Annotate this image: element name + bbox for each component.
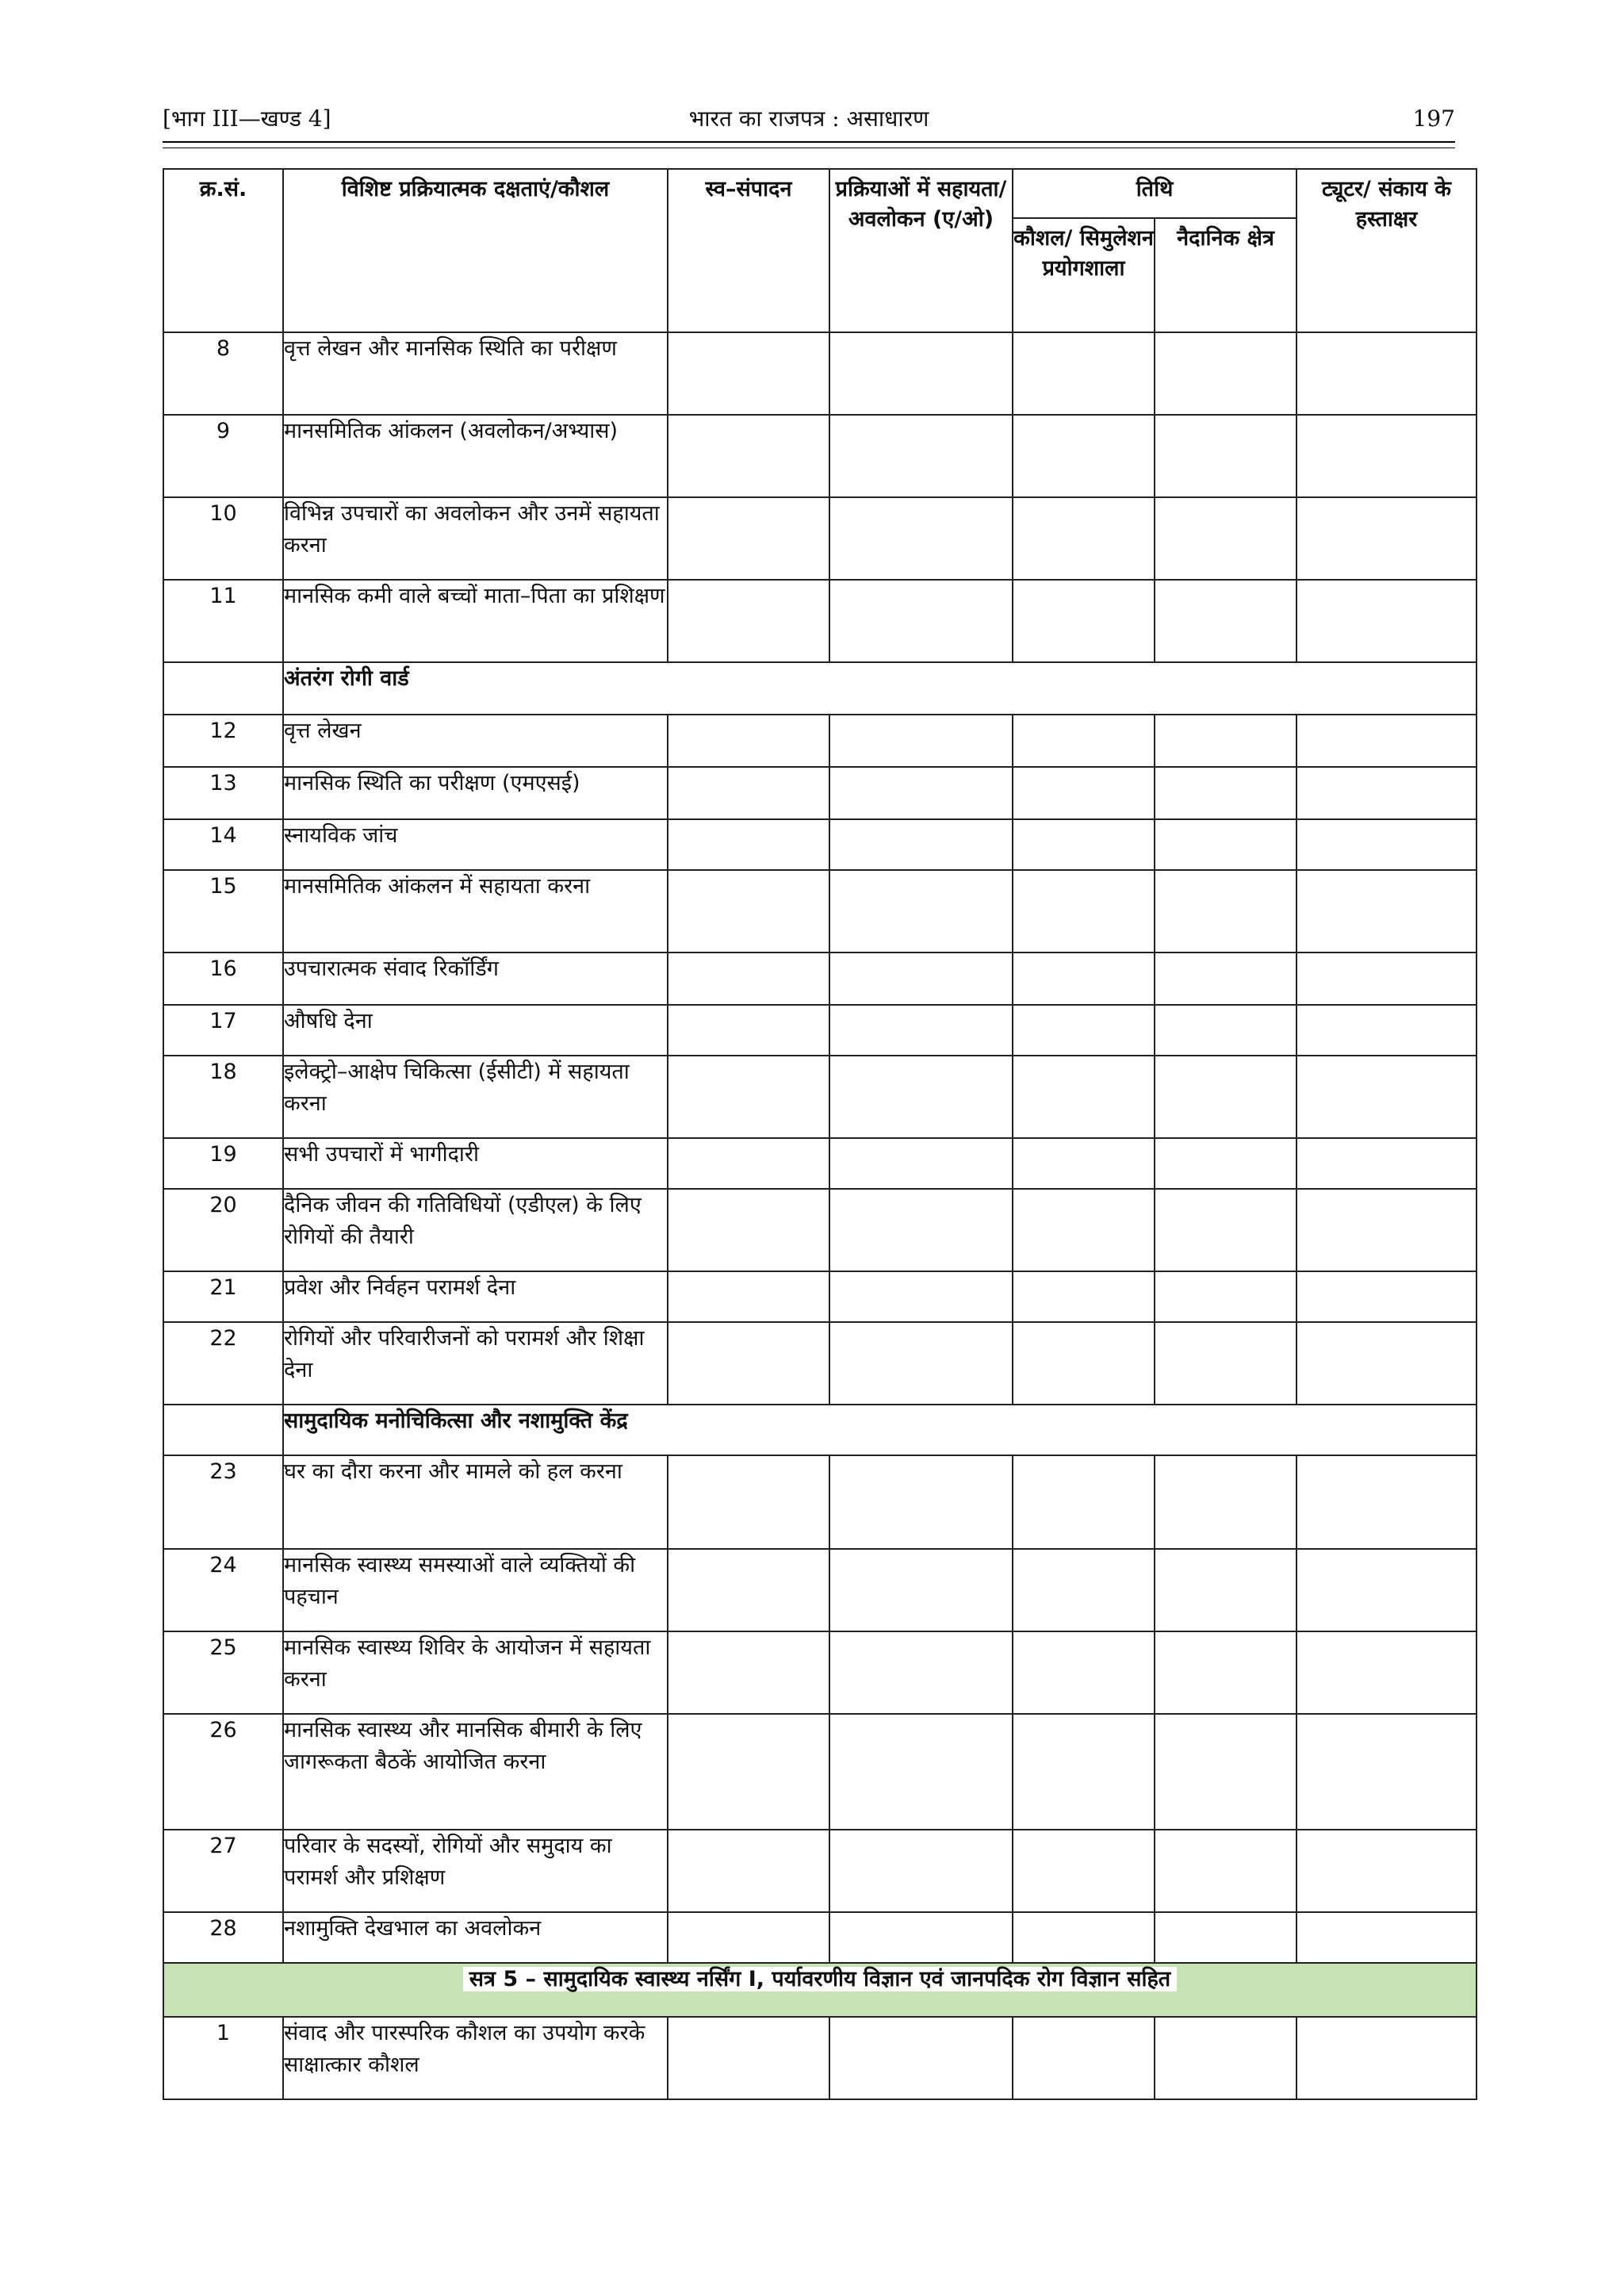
- self-done-cell: [668, 580, 829, 662]
- semester-banner-text: सत्र 5 – सामुदायिक स्वास्थ्य नर्सिंग I, पर्यावरणीय विज्ञान एवं जानपदिक रोग विज्ञान सहित: [463, 1967, 1177, 1991]
- serial-number-cell: 13: [163, 767, 283, 819]
- col-header-skill-lab: कौशल/ सिमुलेशन प्रयोगशाला: [1013, 218, 1155, 332]
- skill-cell: इलेक्ट्रो–आक्षेप चिकित्सा (ईसीटी) में सहायता करना: [283, 1056, 668, 1138]
- serial-number-cell: 9: [163, 415, 283, 497]
- signature-cell: [1297, 819, 1477, 870]
- signature-cell: [1297, 1138, 1477, 1189]
- skill-cell: उपचारात्मक संवाद रिकॉर्डिंग: [283, 953, 668, 1005]
- serial-number-cell: 11: [163, 580, 283, 662]
- table-row: [163, 767, 1477, 819]
- assist-observe-cell: [829, 1189, 1013, 1271]
- assist-observe-cell: [829, 1322, 1013, 1405]
- signature-cell: [1297, 1005, 1477, 1056]
- clinical-area-date-cell: [1155, 767, 1297, 819]
- skill-lab-date-cell: [1013, 1005, 1155, 1056]
- assist-observe-cell: [829, 580, 1013, 662]
- semester-banner-row: [163, 1963, 1477, 2017]
- serial-number-cell: 22: [163, 1322, 283, 1405]
- table-row: [163, 497, 1477, 580]
- serial-number-cell: 23: [163, 1455, 283, 1549]
- signature-cell: [1297, 1271, 1477, 1322]
- assist-observe-cell: [829, 715, 1013, 767]
- assist-observe-cell: [829, 953, 1013, 1005]
- skill-lab-date-cell: [1013, 1830, 1155, 1912]
- skill-lab-date-cell: [1013, 1138, 1155, 1189]
- section-empty-cell: [163, 1405, 283, 1455]
- self-done-cell: [668, 1271, 829, 1322]
- serial-number-cell: 10: [163, 497, 283, 580]
- skill-cell: मानसिक कमी वाले बच्चों माता–पिता का प्रशिक्षण: [283, 580, 668, 662]
- skill-lab-date-cell: [1013, 2017, 1155, 2099]
- self-done-cell: [668, 1138, 829, 1189]
- skill-lab-date-cell: [1013, 580, 1155, 662]
- skill-lab-date-cell: [1013, 1631, 1155, 1714]
- clinical-area-date-cell: [1155, 953, 1297, 1005]
- clinical-area-date-cell: [1155, 2017, 1297, 2099]
- section-header-row: [163, 1405, 1477, 1455]
- clinical-area-date-cell: [1155, 715, 1297, 767]
- self-done-cell: [668, 1631, 829, 1714]
- table-row: [163, 1714, 1477, 1830]
- clinical-area-date-cell: [1155, 580, 1297, 662]
- table-row: [163, 870, 1477, 953]
- header-rule-thick: [163, 141, 1455, 143]
- serial-number-cell: 19: [163, 1138, 283, 1189]
- signature-cell: [1297, 715, 1477, 767]
- table-row: [163, 1189, 1477, 1271]
- table-row: [163, 1138, 1477, 1189]
- clinical-area-date-cell: [1155, 1830, 1297, 1912]
- clinical-area-date-cell: [1155, 1549, 1297, 1631]
- clinical-area-date-cell: [1155, 870, 1297, 953]
- skill-lab-date-cell: [1013, 415, 1155, 497]
- skill-cell: परिवार के सदस्यों, रोगियों और समुदाय का परामर्श और प्रशिक्षण: [283, 1830, 668, 1912]
- signature-cell: [1297, 332, 1477, 415]
- self-done-cell: [668, 1005, 829, 1056]
- clinical-area-date-cell: [1155, 1631, 1297, 1714]
- skill-lab-date-cell: [1013, 1714, 1155, 1830]
- skill-cell: घर का दौरा करना और मामले को हल करना: [283, 1455, 668, 1549]
- assist-observe-cell: [829, 1005, 1013, 1056]
- table-row: [163, 2017, 1477, 2099]
- skill-cell: मानसिक स्वास्थ्य शिविर के आयोजन में सहायता करना: [283, 1631, 668, 1714]
- section-title: अंतरंग रोगी वार्ड: [283, 662, 1477, 715]
- table-row: [163, 1056, 1477, 1138]
- section-title: सामुदायिक मनोचिकित्सा और नशामुक्ति केंद्र: [283, 1405, 1477, 1455]
- self-done-cell: [668, 415, 829, 497]
- skill-cell: स्नायविक जांच: [283, 819, 668, 870]
- self-done-cell: [668, 1549, 829, 1631]
- clinical-area-date-cell: [1155, 332, 1297, 415]
- clinical-area-date-cell: [1155, 497, 1297, 580]
- serial-number-cell: 17: [163, 1005, 283, 1056]
- signature-cell: [1297, 767, 1477, 819]
- self-done-cell: [668, 1455, 829, 1549]
- self-done-cell: [668, 819, 829, 870]
- skill-lab-date-cell: [1013, 1271, 1155, 1322]
- serial-number-cell: 15: [163, 870, 283, 953]
- col-header-date: तिथि: [1013, 169, 1297, 218]
- skill-cell: संवाद और पारस्परिक कौशल का उपयोग करके साक्षात्कार कौशल: [283, 2017, 668, 2099]
- skill-lab-date-cell: [1013, 1056, 1155, 1138]
- signature-cell: [1297, 2017, 1477, 2099]
- table-row: [163, 580, 1477, 662]
- semester-banner: [163, 1963, 1477, 2017]
- col-header-sno: क्र.सं.: [163, 169, 283, 332]
- assist-observe-cell: [829, 1056, 1013, 1138]
- clinical-area-date-cell: [1155, 1056, 1297, 1138]
- col-header-assist-observe: प्रक्रियाओं में सहायता/ अवलोकन (ए/ओ): [829, 169, 1013, 332]
- clinical-area-date-cell: [1155, 1138, 1297, 1189]
- clinical-area-date-cell: [1155, 1271, 1297, 1322]
- serial-number-cell: 16: [163, 953, 283, 1005]
- skill-lab-date-cell: [1013, 1455, 1155, 1549]
- self-done-cell: [668, 715, 829, 767]
- table-row: [163, 1455, 1477, 1549]
- assist-observe-cell: [829, 1271, 1013, 1322]
- serial-number-cell: 21: [163, 1271, 283, 1322]
- self-done-cell: [668, 2017, 829, 2099]
- table-row: [163, 1322, 1477, 1405]
- procedural-skills-table: [163, 168, 1477, 2100]
- section-header-row: [163, 662, 1477, 715]
- skill-cell: मानसिक स्वास्थ्य समस्याओं वाले व्यक्तियों की पहचान: [283, 1549, 668, 1631]
- assist-observe-cell: [829, 1830, 1013, 1912]
- skill-cell: दैनिक जीवन की गतिविधियों (एडीएल) के लिए रोगियों की तैयारी: [283, 1189, 668, 1271]
- signature-cell: [1297, 1830, 1477, 1912]
- header-gazette-title: भारत का राजपत्र : असाधारण: [688, 105, 929, 132]
- self-done-cell: [668, 1830, 829, 1912]
- skill-cell: मानसिक स्थिति का परीक्षण (एमएसई): [283, 767, 668, 819]
- self-done-cell: [668, 1714, 829, 1830]
- skill-cell: वृत्त लेखन: [283, 715, 668, 767]
- assist-observe-cell: [829, 1138, 1013, 1189]
- signature-cell: [1297, 580, 1477, 662]
- self-done-cell: [668, 1056, 829, 1138]
- signature-cell: [1297, 1549, 1477, 1631]
- assist-observe-cell: [829, 497, 1013, 580]
- table-row: [163, 1005, 1477, 1056]
- serial-number-cell: 26: [163, 1714, 283, 1830]
- self-done-cell: [668, 497, 829, 580]
- serial-number-cell: 8: [163, 332, 283, 415]
- serial-number-cell: 14: [163, 819, 283, 870]
- clinical-area-date-cell: [1155, 1005, 1297, 1056]
- skill-lab-date-cell: [1013, 1549, 1155, 1631]
- serial-number-cell: 12: [163, 715, 283, 767]
- skill-lab-date-cell: [1013, 870, 1155, 953]
- assist-observe-cell: [829, 1631, 1013, 1714]
- signature-cell: [1297, 953, 1477, 1005]
- serial-number-cell: 24: [163, 1549, 283, 1631]
- skill-lab-date-cell: [1013, 1322, 1155, 1405]
- assist-observe-cell: [829, 1912, 1013, 1963]
- signature-cell: [1297, 497, 1477, 580]
- skill-lab-date-cell: [1013, 767, 1155, 819]
- skill-cell: रोगियों और परिवारीजनों को परामर्श और शिक्षा देना: [283, 1322, 668, 1405]
- signature-cell: [1297, 1912, 1477, 1963]
- self-done-cell: [668, 870, 829, 953]
- self-done-cell: [668, 1322, 829, 1405]
- skill-cell: प्रवेश और निर्वहन परामर्श देना: [283, 1271, 668, 1322]
- signature-cell: [1297, 1189, 1477, 1271]
- table-row: [163, 1912, 1477, 1963]
- signature-cell: [1297, 415, 1477, 497]
- table-row: [163, 715, 1477, 767]
- col-header-self-done: स्व–संपादन: [668, 169, 829, 332]
- self-done-cell: [668, 332, 829, 415]
- table-row: [163, 415, 1477, 497]
- skill-cell: मानसिक स्वास्थ्य और मानसिक बीमारी के लिए जागरूकता बैठकें आयोजित करना: [283, 1714, 668, 1830]
- serial-number-cell: 28: [163, 1912, 283, 1963]
- skill-lab-date-cell: [1013, 332, 1155, 415]
- skill-cell: मानसमितिक आंकलन (अवलोकन/अभ्यास): [283, 415, 668, 497]
- assist-observe-cell: [829, 1549, 1013, 1631]
- self-done-cell: [668, 953, 829, 1005]
- skill-lab-date-cell: [1013, 819, 1155, 870]
- assist-observe-cell: [829, 1455, 1013, 1549]
- col-header-signature: ट्यूटर/ संकाय के हस्ताक्षर: [1297, 169, 1477, 332]
- clinical-area-date-cell: [1155, 819, 1297, 870]
- signature-cell: [1297, 1322, 1477, 1405]
- serial-number-cell: 27: [163, 1830, 283, 1912]
- serial-number-cell: 25: [163, 1631, 283, 1714]
- signature-cell: [1297, 1631, 1477, 1714]
- skill-cell: मानसमितिक आंकलन में सहायता करना: [283, 870, 668, 953]
- assist-observe-cell: [829, 2017, 1013, 2099]
- header-part-section: [भाग III—खण्ड 4]: [163, 105, 331, 132]
- page-header: [163, 102, 1455, 136]
- assist-observe-cell: [829, 767, 1013, 819]
- serial-number-cell: 1: [163, 2017, 283, 2099]
- signature-cell: [1297, 1056, 1477, 1138]
- self-done-cell: [668, 767, 829, 819]
- col-header-clinical-area: नैदानिक क्षेत्र: [1155, 218, 1297, 332]
- assist-observe-cell: [829, 1714, 1013, 1830]
- skill-lab-date-cell: [1013, 953, 1155, 1005]
- skill-lab-date-cell: [1013, 497, 1155, 580]
- assist-observe-cell: [829, 870, 1013, 953]
- col-header-skill: विशिष्ट प्रक्रियात्मक दक्षताएं/कौशल: [283, 169, 668, 332]
- skill-lab-date-cell: [1013, 1912, 1155, 1963]
- assist-observe-cell: [829, 819, 1013, 870]
- table-row: [163, 1549, 1477, 1631]
- clinical-area-date-cell: [1155, 415, 1297, 497]
- skill-cell: विभिन्न उपचारों का अवलोकन और उनमें सहायता करना: [283, 497, 668, 580]
- skill-cell: नशामुक्ति देखभाल का अवलोकन: [283, 1912, 668, 1963]
- skill-lab-date-cell: [1013, 715, 1155, 767]
- signature-cell: [1297, 1455, 1477, 1549]
- table-row: [163, 1830, 1477, 1912]
- serial-number-cell: 18: [163, 1056, 283, 1138]
- assist-observe-cell: [829, 415, 1013, 497]
- signature-cell: [1297, 1714, 1477, 1830]
- skill-cell: औषधि देना: [283, 1005, 668, 1056]
- header-page-number: 197: [1412, 105, 1455, 132]
- table-row: [163, 953, 1477, 1005]
- self-done-cell: [668, 1912, 829, 1963]
- self-done-cell: [668, 1189, 829, 1271]
- table-row: [163, 1631, 1477, 1714]
- skill-cell: सभी उपचारों में भागीदारी: [283, 1138, 668, 1189]
- section-empty-cell: [163, 662, 283, 715]
- clinical-area-date-cell: [1155, 1455, 1297, 1549]
- skill-lab-date-cell: [1013, 1189, 1155, 1271]
- table-row: [163, 1271, 1477, 1322]
- skill-cell: वृत्त लेखन और मानसिक स्थिति का परीक्षण: [283, 332, 668, 415]
- table-row: [163, 819, 1477, 870]
- clinical-area-date-cell: [1155, 1322, 1297, 1405]
- assist-observe-cell: [829, 332, 1013, 415]
- table-body: [163, 332, 1477, 2099]
- clinical-area-date-cell: [1155, 1912, 1297, 1963]
- table-row: [163, 332, 1477, 415]
- clinical-area-date-cell: [1155, 1189, 1297, 1271]
- signature-cell: [1297, 870, 1477, 953]
- serial-number-cell: 20: [163, 1189, 283, 1271]
- clinical-area-date-cell: [1155, 1714, 1297, 1830]
